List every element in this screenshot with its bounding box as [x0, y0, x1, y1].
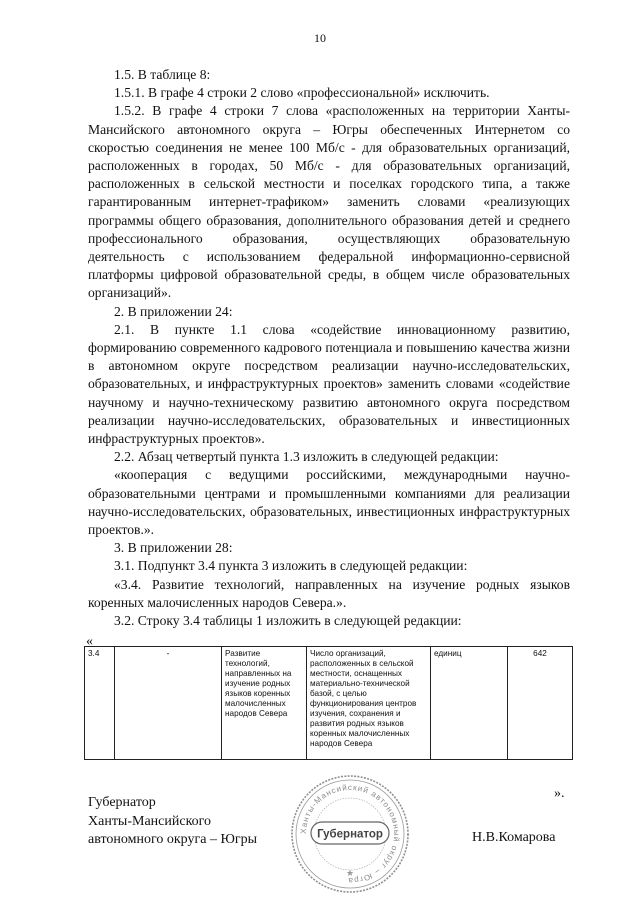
seal-ring-text: Ханты-Мансийский автономный округ – Югра [298, 782, 402, 886]
paragraph-2-2-quote: «кооперация с ведущими российскими, международными научно-образовательными центрами и промышленными компаниями для реализации научно-исследовательских, образовательных, инвестиционных инфраструктурных проектов.». [88, 467, 570, 538]
document-body [88, 66, 570, 630]
paragraph-1-5-2: 1.5.2. В графе 4 строки 7 слова «расположенных на территории Ханты-Мансийского автономного округа – Югры обеспеченных Интернетом со скоростью соединения не менее 100 Мб/с - для образовательных организаций, расположенных в городах, 50 Мб/с - для образовательных организаций, расположенных в сельской местности и поселках городского типа, а также гарантированным интернет-трафиком» заменить словами «реализующих программы общего образования, дополнительного образования детей и среднего профессионального образования, осуществляющих образовательную деятельность с использованием федеральной информационно-сервисной платформы цифровой образовательной среды, в общем числе образовательных организаций». [88, 103, 570, 301]
table-open-quote: « [86, 634, 93, 649]
paragraph-3-2: 3.2. Строку 3.4 таблицы 1 изложить в следующей редакции: [114, 613, 462, 629]
paragraph-1-5: 1.5. В таблице 8: [114, 67, 211, 82]
paragraph-3: 3. В приложении 28: [114, 540, 233, 556]
paragraph-2-2: 2.2. Абзац четвертый пункта 1.3 изложить в следующей редакции: [114, 449, 499, 465]
signatory-title-line-2: Ханты-Мансийского [88, 813, 212, 829]
cell-indicator: Число организаций, расположенных в сельской местности, оснащенных материально-технической базой, с целью функционирования центров изучения, сохранения и развития родных языков коренных малочисленных народов Севера [307, 647, 431, 760]
signatory-title [88, 794, 257, 850]
cell-number: 3.4 [85, 647, 115, 760]
paragraph-1-5-1: 1.5.1. В графе 4 строки 2 слово «профессиональной» исключить. [114, 85, 490, 101]
cell-unit: единиц [431, 647, 508, 760]
cell-col2: - [115, 647, 222, 760]
official-seal [286, 770, 414, 898]
paragraph-2: 2. В приложении 24: [114, 303, 233, 319]
table-row [85, 647, 573, 760]
paragraph-3-1: 3.1. Подпункт 3.4 пункта 3 изложить в следующей редакции: [114, 558, 468, 574]
cell-indicator-area: Развитие технологий, направленных на изучение родных языков коренных малочисленных народов Севера [222, 647, 307, 760]
table-close-quote: ». [554, 786, 565, 801]
seal-star-icon: ★ [345, 868, 355, 878]
signatory-name: Н.В.Комарова [472, 830, 556, 845]
paragraph-3-1-quote: «3.4. Развитие технологий, направленных на изучение родных языков коренных малочисленных народов Севера.». [88, 576, 570, 610]
seal-center-text: Губернатор [317, 828, 383, 841]
paragraph-2-1: 2.1. В пункте 1.1 слова «содействие инновационному развитию, формированию современного кадрового потенциала и повышению качества жизни в автономном округе посредством реализации научно-исследовательских, образовательных, и инфраструктурных проектов» заменить словами «содействие научному и научно-техническому развитию автономного округа посредством реализации научно-исследовательских, образовательных и инвестиционных инфраструктурных проектов». [88, 321, 570, 447]
page-number: 10 [314, 31, 326, 45]
table-row-3-4 [84, 646, 573, 760]
signatory-title-line-3: автономного округа – Югры [88, 832, 257, 847]
signatory-title-line-1: Губернатор [88, 795, 156, 810]
cell-value: 642 [508, 647, 573, 760]
